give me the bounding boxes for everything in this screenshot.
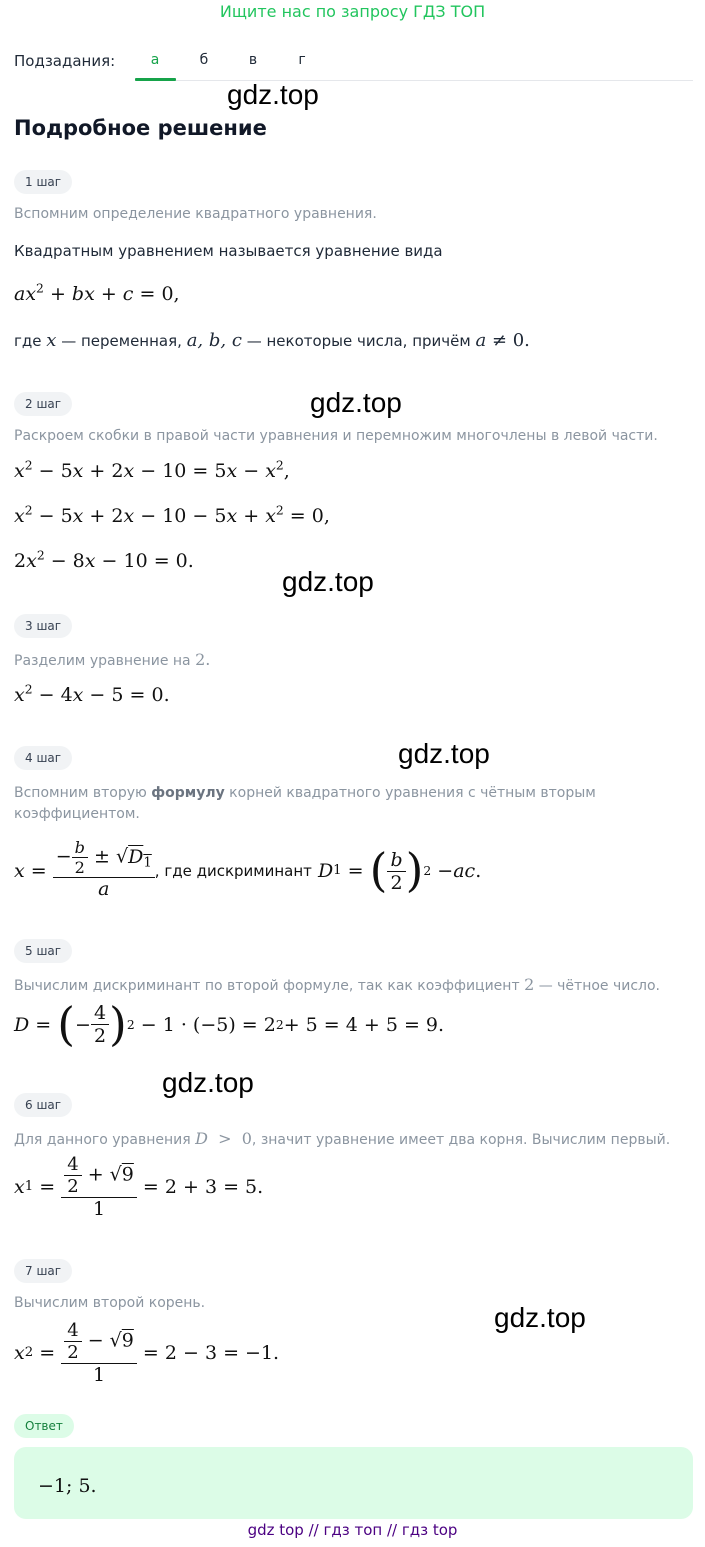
watermark: gdz.top xyxy=(310,387,402,418)
tab-g[interactable]: г xyxy=(298,52,306,68)
step-badge: 4 шаг xyxy=(14,746,72,770)
tab-a[interactable]: а xyxy=(150,52,160,68)
step-badge: 1 шаг xyxy=(14,170,72,194)
hint-part: Вычислим дискриминант по второй формуле, так как коэффициент xyxy=(14,978,520,994)
formula-text: , где дискриминант xyxy=(154,862,312,880)
tabs-divider xyxy=(135,80,693,81)
step-hint xyxy=(14,783,674,825)
formula-quadratic: $ax^2$ + bx + c = 0, xyxy=(14,281,180,305)
footer-links[interactable]: gdz top // гдз топ // гдз top xyxy=(247,1521,458,1539)
step-hint: Разделим уравнение на 2. xyxy=(14,650,211,669)
formula-line: $x^2 - 4x - 5 = 0$. xyxy=(14,682,170,706)
hint-part: Вспомним вторую xyxy=(14,785,147,801)
step-badge: 6 шаг xyxy=(14,1093,72,1117)
formula-link[interactable]: формулу xyxy=(151,785,225,801)
formula-root-1: x 1 = $\frac{4}{2}$ + √9 1 = 2 + 3 = 5. xyxy=(14,1154,264,1220)
step-badge: 7 шаг xyxy=(14,1259,72,1283)
step-text-where: где x — переменная, a, b, c — некоторые числа, причём a ≠ 0. xyxy=(14,330,530,351)
watermark: gdz.top xyxy=(162,1067,254,1098)
step-hint: Раскроем скобки в правой части уравнения и перемножим многочлены в левой части. xyxy=(14,428,658,444)
watermark: gdz.top xyxy=(282,566,374,597)
step-hint: Вычислим дискриминант по второй формуле, так как коэффициент 2 — чётное число. xyxy=(14,975,661,994)
watermark: gdz.top xyxy=(227,79,319,110)
formula-line: $2x^2 - 8x - 10 = 0$. xyxy=(14,548,194,572)
answer-box xyxy=(14,1447,693,1519)
where-variable: — переменная, xyxy=(61,332,182,350)
page-title: Подробное решение xyxy=(14,116,267,140)
hint-part: Для данного уравнения xyxy=(14,1132,191,1148)
step-text: Квадратным уравнением называется уравнение вида xyxy=(14,242,443,260)
formula-line: $x^2 - 5x + 2x - 10 - 5x + x^2 = 0$, xyxy=(14,503,330,527)
watermark: gdz.top xyxy=(494,1302,586,1333)
formula-line: $x^2 - 5x + 2x - 10 = 5x - x^2$, xyxy=(14,458,290,482)
hint-part: корней квадратного уравнения с чётным вторым коэффициентом. xyxy=(14,785,596,822)
hint-part: , значит уравнение имеет два корня. Вычислим первый. xyxy=(251,1132,671,1148)
answer-value: −1; 5. xyxy=(38,1475,97,1497)
subtasks-label: Подзадания: xyxy=(14,52,116,70)
tab-v[interactable]: в xyxy=(248,52,258,68)
step-hint-text: Разделим уравнение на xyxy=(14,653,191,669)
where-word: где xyxy=(14,332,42,350)
top-banner[interactable]: Ищите нас по запросу ГДЗ ТОП xyxy=(219,2,486,21)
step-hint: Вспомним определение квадратного уравнения. xyxy=(14,206,377,222)
formula-roots-even: x = − $\frac{b}{2}$ ± $√D_1$ a , где дискриминант D 1 = ( $\frac{b}{2}$ ) 2 − ac . xyxy=(14,838,482,900)
step-hint: Для данного уравнения D > 0, значит уравнение имеет два корня. Вычислим первый. xyxy=(14,1129,671,1148)
formula-root-2: x 2 = $\frac{4}{2}$ − √9 1 = 2 − 3 = −1. xyxy=(14,1320,280,1386)
tab-b[interactable]: б xyxy=(199,52,209,68)
step-badge: 2 шаг xyxy=(14,392,72,416)
step-hint: Вычислим второй корень. xyxy=(14,1295,206,1311)
active-tab-indicator xyxy=(135,78,176,81)
formula-discriminant: D = ( − $\frac{4}{2}$ ) 2 − 1 · (−5) = 2 2 + 5 = 4 + 5 = 9. xyxy=(14,998,445,1051)
answer-badge: Ответ xyxy=(14,1414,74,1438)
hint-part: — чётное число. xyxy=(538,978,661,994)
where-numbers: — некоторые числа, причём xyxy=(246,332,471,350)
watermark: gdz.top xyxy=(398,738,490,769)
step-badge: 3 шаг xyxy=(14,614,72,638)
step-badge: 5 шаг xyxy=(14,939,72,963)
